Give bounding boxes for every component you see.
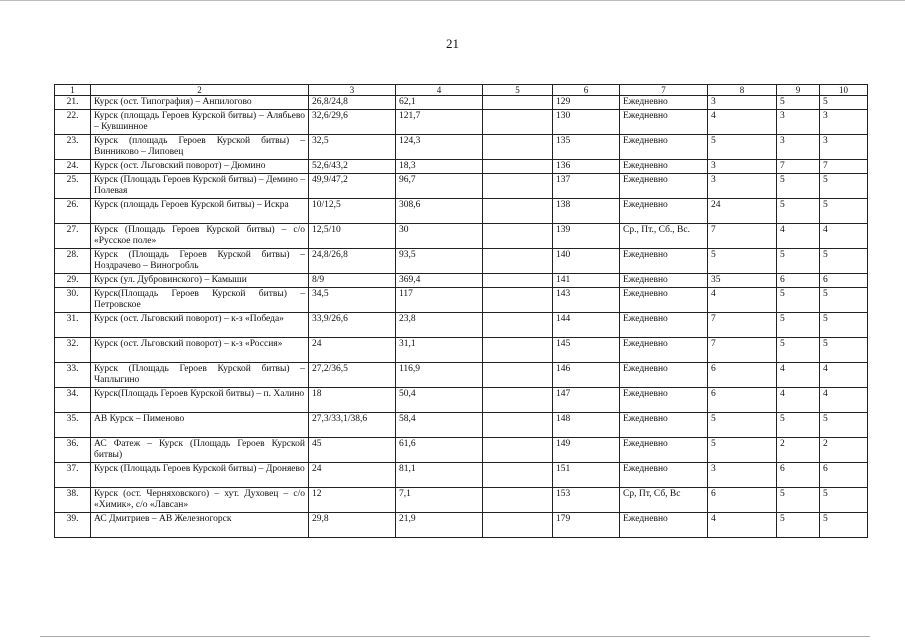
table-cell-col6: 130 [553,110,620,135]
table-cell-col10: 4 [820,224,868,249]
table-cell-route: Курск (ул. Дубровинского) – Камыши [91,274,309,288]
table-cell-col10: 5 [820,96,868,110]
table-row [55,274,868,288]
table-cell-col9: 5 [777,174,820,199]
table-cell-col6: 139 [553,224,620,249]
table-cell-number: 30. [55,288,91,313]
table-row [55,513,868,538]
table-cell-col7: Ежедневно [620,96,708,110]
table-cell-col7: Ежедневно [620,135,708,160]
table-cell-col8: 6 [708,388,777,413]
table-cell-col10: 7 [820,160,868,174]
table-cell-col3: 27,2/36,5 [309,363,396,388]
table-cell-col3: 32,5 [309,135,396,160]
table-cell-col10: 5 [820,338,868,363]
table-cell-col8: 3 [708,160,777,174]
table-cell-col5 [483,513,553,538]
table-cell-route: Курск(Площадь Героев Курской битвы) – Петровское [91,288,309,313]
table-cell-route: Курск (ост. Льговский поворот) – Дюмино [91,160,309,174]
table-cell-col8: 3 [708,463,777,488]
column-header: 8 [708,85,777,96]
table-cell-col8: 4 [708,110,777,135]
table-cell-col5 [483,274,553,288]
table-cell-col8: 3 [708,96,777,110]
table-row [55,338,868,363]
table-cell-number: 32. [55,338,91,363]
table-cell-col5 [483,135,553,160]
table-cell-col7: Ежедневно [620,363,708,388]
table-cell-col10: 5 [820,174,868,199]
table-cell-col3: 24 [309,338,396,363]
table-cell-col5 [483,463,553,488]
table-cell-col9: 5 [777,199,820,224]
table-cell-col3: 24 [309,463,396,488]
table-cell-col8: 3 [708,174,777,199]
table-cell-number: 27. [55,224,91,249]
table-cell-route: Курск(Площадь Героев Курской битвы) – п. Халино [91,388,309,413]
table-cell-col3: 26,8/24,8 [309,96,396,110]
table-cell-col6: 136 [553,160,620,174]
table-cell-col6: 179 [553,513,620,538]
table-cell-col3: 32,6/29,6 [309,110,396,135]
table-cell-route: Курск (ост. Типография) – Анпилогово [91,96,309,110]
table-cell-col5 [483,488,553,513]
table-cell-col9: 5 [777,249,820,274]
table-cell-col9: 6 [777,463,820,488]
table-cell-col5 [483,388,553,413]
table-cell-col5 [483,438,553,463]
table-cell-col9: 5 [777,513,820,538]
table-cell-col7: Ежедневно [620,438,708,463]
table-cell-col8: 35 [708,274,777,288]
table-header-row [55,85,868,96]
column-header: 10 [820,85,868,96]
table-cell-col7: Ежедневно [620,199,708,224]
table-cell-col3: 29,8 [309,513,396,538]
table-cell-col5 [483,313,553,338]
table-cell-route: Курск (Площадь Героев Курской битвы) – Ноздрачево – Виногробль [91,249,309,274]
table-cell-col9: 3 [777,110,820,135]
table-cell-col6: 153 [553,488,620,513]
table-cell-number: 37. [55,463,91,488]
table-cell-col8: 5 [708,413,777,438]
table-cell-col4: 7,1 [396,488,483,513]
column-header: 5 [483,85,553,96]
table-cell-col5 [483,96,553,110]
table-row [55,96,868,110]
table-cell-route: Курск (Площадь Героев Курской битвы) – Демино – Полевая [91,174,309,199]
column-header: 3 [309,85,396,96]
table-cell-col9: 4 [777,363,820,388]
table-cell-col9: 2 [777,438,820,463]
table-cell-col6: 148 [553,413,620,438]
table-cell-col4: 30 [396,224,483,249]
table-cell-col5 [483,413,553,438]
table-cell-col4: 117 [396,288,483,313]
table-cell-route: Курск (площадь Героев Курской битвы) – Алябьево – Кувшинное [91,110,309,135]
table-cell-number: 28. [55,249,91,274]
table-cell-col3: 45 [309,438,396,463]
table-row [55,388,868,413]
table-cell-col7: Ежедневно [620,274,708,288]
table-cell-number: 35. [55,413,91,438]
table-cell-col6: 151 [553,463,620,488]
table-cell-number: 31. [55,313,91,338]
route-schedule-table [54,84,868,538]
table-row [55,249,868,274]
table-cell-col3: 18 [309,388,396,413]
table-row [55,438,868,463]
table-row [55,413,868,438]
table-cell-col3: 12 [309,488,396,513]
table-cell-col6: 143 [553,288,620,313]
table-cell-col7: Ежедневно [620,388,708,413]
table-cell-col4: 308,6 [396,199,483,224]
table-cell-col4: 21,9 [396,513,483,538]
table-cell-route: Курск (ост. Льговский поворот) – к-з «Победа» [91,313,309,338]
table-cell-col10: 5 [820,513,868,538]
table-cell-col6: 147 [553,388,620,413]
table-cell-col7: Ежедневно [620,463,708,488]
table-cell-col7: Ежедневно [620,288,708,313]
table-cell-col3: 49,9/47,2 [309,174,396,199]
table-cell-col7: Ср, Пт, Сб, Вс [620,488,708,513]
table-cell-route: Курск (Площадь Героев Курской битвы) – Чаплыгино [91,363,309,388]
table-cell-col7: Ежедневно [620,249,708,274]
table-cell-col10: 3 [820,110,868,135]
table-cell-col9: 5 [777,488,820,513]
table-row [55,174,868,199]
table-cell-number: 29. [55,274,91,288]
column-header: 1 [55,85,91,96]
table-row [55,160,868,174]
table-cell-number: 38. [55,488,91,513]
column-header: 4 [396,85,483,96]
table-cell-col10: 5 [820,313,868,338]
table-cell-col8: 6 [708,488,777,513]
table-cell-number: 25. [55,174,91,199]
table-cell-col4: 23,8 [396,313,483,338]
table-cell-col9: 5 [777,288,820,313]
table-cell-col7: Ежедневно [620,338,708,363]
table-cell-col6: 137 [553,174,620,199]
table-cell-col4: 124,3 [396,135,483,160]
table-cell-col6: 144 [553,313,620,338]
table-cell-col3: 8/9 [309,274,396,288]
table-row [55,199,868,224]
table-cell-col9: 7 [777,160,820,174]
scan-edge-top [0,0,905,1]
column-header: 7 [620,85,708,96]
table-cell-col6: 146 [553,363,620,388]
table-row [55,363,868,388]
table-cell-col4: 58,4 [396,413,483,438]
table-cell-route: Курск (Площадь Героев Курской битвы) – Дроняево [91,463,309,488]
table-cell-col7: Ежедневно [620,160,708,174]
table-cell-number: 36. [55,438,91,463]
table-cell-col7: Ежедневно [620,513,708,538]
table-cell-col9: 5 [777,413,820,438]
table-cell-col7: Ежедневно [620,110,708,135]
table-cell-col6: 135 [553,135,620,160]
table-cell-col3: 34,5 [309,288,396,313]
table-cell-number: 24. [55,160,91,174]
column-header: 2 [91,85,309,96]
table-cell-col10: 5 [820,488,868,513]
table-row [55,288,868,313]
page-number: 21 [446,36,459,51]
table-row [55,488,868,513]
table-cell-col4: 62,1 [396,96,483,110]
table-cell-col8: 5 [708,249,777,274]
table-cell-number: 21. [55,96,91,110]
table-cell-number: 39. [55,513,91,538]
table-cell-col10: 4 [820,363,868,388]
table-cell-col3: 27,3/33,1/38,6 [309,413,396,438]
table-cell-col3: 10/12,5 [309,199,396,224]
scan-edge-bottom [40,636,870,637]
table-cell-col8: 24 [708,199,777,224]
table-cell-col5 [483,160,553,174]
table-row [55,463,868,488]
table-row [55,224,868,249]
table-cell-col5 [483,174,553,199]
table-cell-route: Курск (площадь Героев Курской битвы) – Винниково – Липовец [91,135,309,160]
table-cell-route: АС Дмитриев – АВ Железногорск [91,513,309,538]
table-cell-col8: 7 [708,224,777,249]
table-cell-col3: 33,9/26,6 [309,313,396,338]
table-cell-col7: Ежедневно [620,413,708,438]
table-cell-col5 [483,363,553,388]
table-cell-col8: 5 [708,135,777,160]
table-cell-route: Курск (ост. Льговский поворот) – к-з «Россия» [91,338,309,363]
table-cell-col5 [483,110,553,135]
table-cell-col10: 5 [820,199,868,224]
table-cell-number: 23. [55,135,91,160]
table-cell-col8: 6 [708,363,777,388]
table-cell-col9: 5 [777,313,820,338]
table-cell-col6: 138 [553,199,620,224]
table-cell-col4: 116,9 [396,363,483,388]
table-cell-col4: 31,1 [396,338,483,363]
table-cell-col10: 5 [820,413,868,438]
table-cell-route: АВ Курск – Пименово [91,413,309,438]
table-cell-col3: 24,8/26,8 [309,249,396,274]
table-cell-col10: 5 [820,288,868,313]
table-cell-col10: 3 [820,135,868,160]
table-cell-col8: 5 [708,438,777,463]
table-cell-col3: 12,5/10 [309,224,396,249]
table-cell-route: Курск (площадь Героев Курской битвы) – Искра [91,199,309,224]
table-cell-col4: 81,1 [396,463,483,488]
table-cell-col4: 18,3 [396,160,483,174]
table-cell-col6: 140 [553,249,620,274]
table-cell-col4: 50,4 [396,388,483,413]
table-cell-number: 26. [55,199,91,224]
table-cell-route: АС Фатеж – Курск (Площадь Героев Курской битвы) [91,438,309,463]
table-cell-col5 [483,199,553,224]
table-cell-col7: Ср., Пт., Сб., Вс. [620,224,708,249]
table-cell-col6: 129 [553,96,620,110]
table-cell-number: 33. [55,363,91,388]
table-cell-col10: 2 [820,438,868,463]
table-cell-col6: 145 [553,338,620,363]
table-row [55,135,868,160]
table-cell-col3: 52,6/43,2 [309,160,396,174]
table-cell-col5 [483,288,553,313]
table-cell-col6: 149 [553,438,620,463]
table-cell-col10: 5 [820,249,868,274]
table-cell-col4: 61,6 [396,438,483,463]
table-cell-col9: 6 [777,274,820,288]
table-cell-col8: 4 [708,513,777,538]
table-row [55,313,868,338]
table-cell-col4: 121,7 [396,110,483,135]
table-cell-col10: 6 [820,463,868,488]
table-cell-col9: 4 [777,388,820,413]
table-cell-col8: 4 [708,288,777,313]
column-header: 6 [553,85,620,96]
table-cell-col7: Ежедневно [620,313,708,338]
table-cell-route: Курск (ост. Черняховского) – хут. Духовец – с/о «Химик», с/о «Лавсан» [91,488,309,513]
table-cell-col5 [483,338,553,363]
table-cell-col7: Ежедневно [620,174,708,199]
column-header: 9 [777,85,820,96]
table-cell-col9: 5 [777,338,820,363]
table-cell-number: 34. [55,388,91,413]
table-cell-col10: 6 [820,274,868,288]
table-row [55,110,868,135]
table-cell-col5 [483,249,553,274]
table-cell-col8: 7 [708,313,777,338]
table-cell-col6: 141 [553,274,620,288]
table-cell-col5 [483,224,553,249]
table-cell-col9: 4 [777,224,820,249]
table-cell-col4: 93,5 [396,249,483,274]
table-cell-col10: 4 [820,388,868,413]
table-cell-col9: 5 [777,96,820,110]
table-cell-col4: 96,7 [396,174,483,199]
table-cell-col9: 3 [777,135,820,160]
table-cell-route: Курск (Площадь Героев Курской битвы) – с/о «Русское поле» [91,224,309,249]
table-cell-col8: 7 [708,338,777,363]
table-cell-number: 22. [55,110,91,135]
table-cell-col4: 369,4 [396,274,483,288]
